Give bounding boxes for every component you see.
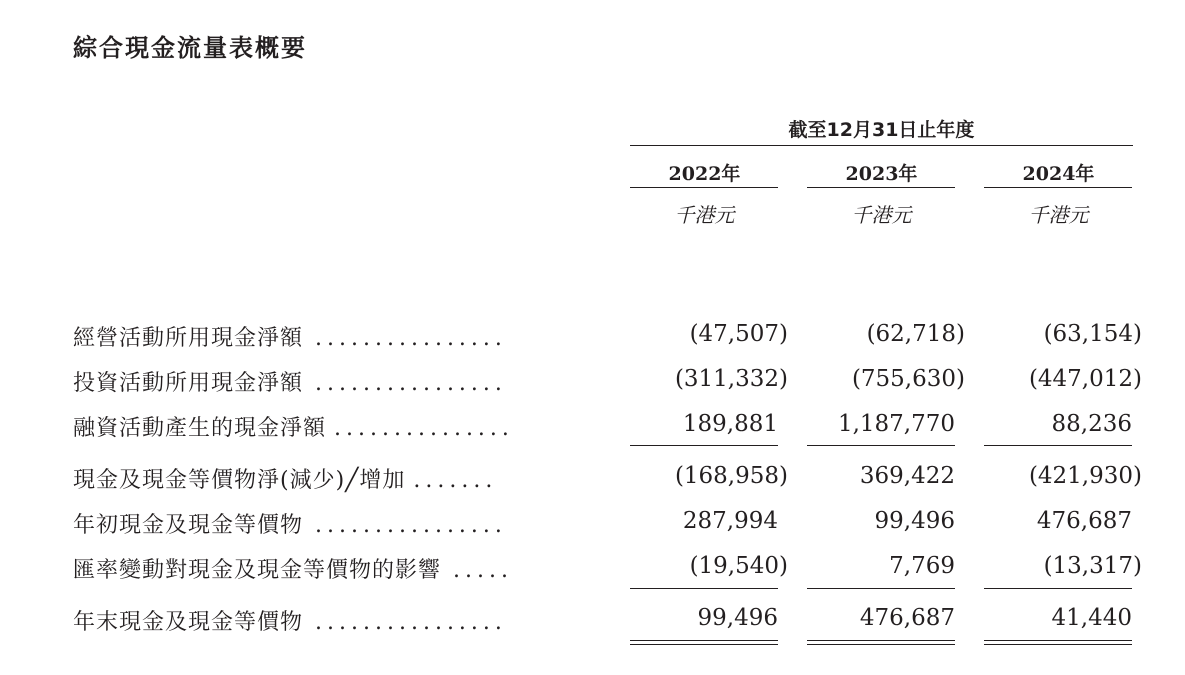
leader-dots: ....... (413, 468, 498, 493)
row-value-2024: 88,236 (1051, 411, 1132, 437)
row-value-2023: 99,496 (874, 508, 955, 534)
total-rule-2022 (630, 588, 778, 589)
table-row (0, 605, 1185, 645)
column-year-2022: 2022年 (668, 163, 741, 185)
row-value-2022: 99,496 (697, 605, 778, 631)
row-label (73, 411, 598, 442)
leader-dots: ................ (315, 326, 507, 351)
row-value-2024: 476,687 (1036, 508, 1132, 534)
leader-dots: ................ (315, 610, 507, 635)
leader-dots: ............... (334, 416, 514, 441)
row-value-2023: 1,187,770 (837, 411, 955, 437)
row-label (73, 508, 598, 539)
column-unit-2023: 千港元 (851, 203, 912, 227)
leader-dots: ................ (315, 513, 507, 538)
row-value-2022: (311,332) (674, 366, 788, 392)
row-label (73, 605, 598, 636)
column-unit-2024: 千港元 (1028, 203, 1089, 227)
row-value-2023: 369,422 (859, 463, 955, 489)
total-rule-2023 (807, 588, 955, 589)
subtotal-rule-2022 (630, 445, 778, 446)
column-rule-2023 (807, 187, 955, 188)
row-value-2023: 476,687 (859, 605, 955, 631)
row-label-text: 現金及現金等價物淨(減少)╱增加 (73, 468, 406, 493)
row-label-text: 融資活動產生的現金淨額 (73, 416, 327, 441)
period-header: 截至12月31日止年度 (788, 119, 975, 141)
table-row (0, 553, 1185, 593)
total-rule-2024 (984, 588, 1132, 589)
row-value-2024: (447,012) (1028, 366, 1142, 392)
double-rule-2022 (630, 640, 778, 645)
leader-dots: ..... (453, 558, 513, 583)
row-value-2022: (19,540) (689, 553, 788, 579)
row-label-text: 匯率變動對現金及現金等價物的影響 (73, 558, 445, 583)
row-value-2024: (13,317) (1043, 553, 1142, 579)
table-row (0, 366, 1185, 406)
row-label (73, 463, 598, 494)
row-value-2023: (62,718) (866, 321, 965, 347)
row-value-2024: (63,154) (1043, 321, 1142, 347)
double-rule-2023 (807, 640, 955, 645)
row-label-text: 經營活動所用現金淨額 (73, 326, 307, 351)
leader-dots: ................ (315, 371, 507, 396)
row-label-text: 投資活動所用現金淨額 (73, 371, 307, 396)
column-rule-2022 (630, 187, 778, 188)
double-rule-2024 (984, 640, 1132, 645)
column-year-2024: 2024年 (1022, 163, 1095, 185)
period-header-rule (630, 145, 1133, 146)
subtotal-rule-2024 (984, 445, 1132, 446)
row-label-text: 年末現金及現金等價物 (73, 610, 307, 635)
column-rule-2024 (984, 187, 1132, 188)
row-label (73, 553, 598, 584)
column-unit-2022: 千港元 (674, 203, 735, 227)
table-row (0, 321, 1185, 361)
subtotal-rule-2023 (807, 445, 955, 446)
row-value-2024: (421,930) (1028, 463, 1142, 489)
row-label-text: 年初現金及現金等價物 (73, 513, 307, 538)
row-value-2024: 41,440 (1051, 605, 1132, 631)
row-label (73, 321, 598, 352)
table-row (0, 463, 1185, 503)
row-value-2023: 7,769 (889, 553, 955, 579)
row-value-2022: (47,507) (689, 321, 788, 347)
row-value-2023: (755,630) (851, 366, 965, 392)
row-value-2022: (168,958) (674, 463, 788, 489)
column-year-2023: 2023年 (845, 163, 918, 185)
row-label (73, 366, 598, 397)
row-value-2022: 287,994 (682, 508, 778, 534)
row-value-2022: 189,881 (682, 411, 778, 437)
page-title: 綜合現金流量表概要 (73, 34, 307, 62)
table-row (0, 508, 1185, 548)
